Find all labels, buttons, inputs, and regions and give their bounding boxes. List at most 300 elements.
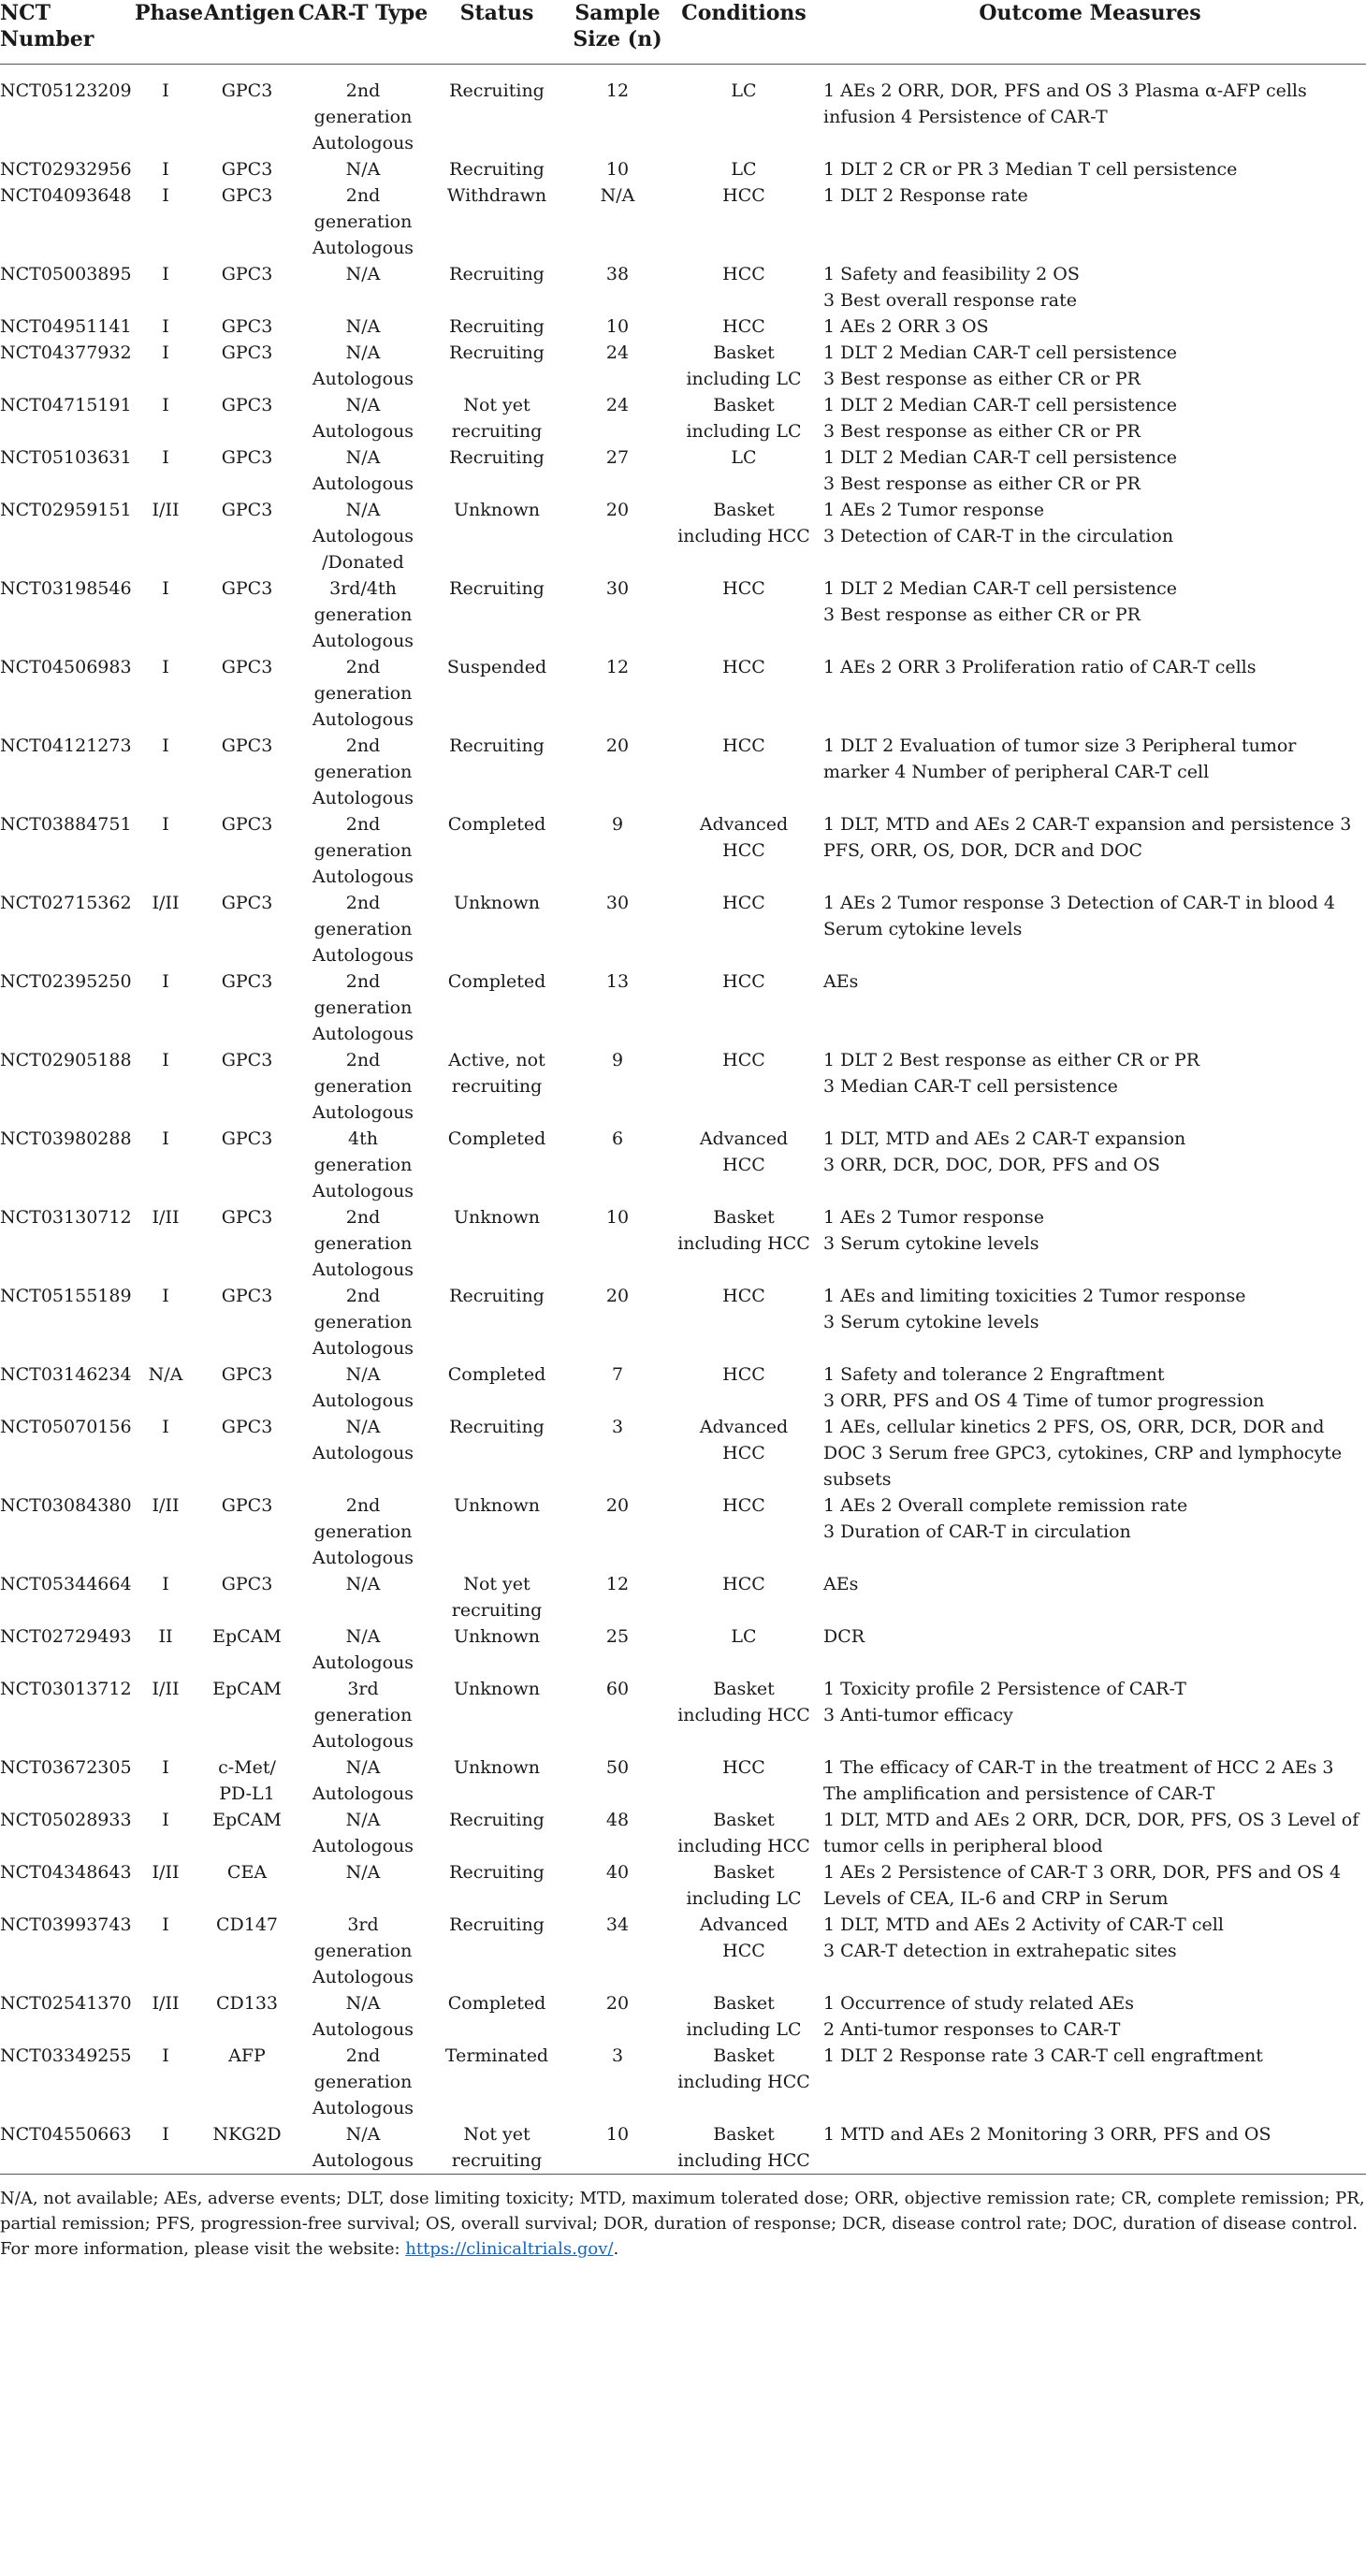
cell-antigen: GPC3 [221, 447, 273, 468]
cell-nct-number: NCT03013712 [0, 1679, 132, 1699]
cell-status: Unknown [454, 1679, 540, 1699]
table-row [0, 890, 1366, 968]
cell-cart-type: 2nd generation Autologous [312, 1207, 414, 1280]
cell-antigen: GPC3 [221, 264, 273, 284]
cell-conditions: Basket including HCC [677, 500, 810, 546]
cell-sample-size: 20 [605, 500, 630, 520]
cell-status: Recruiting [449, 264, 545, 284]
cell-outcome-measures: DCR [823, 1626, 865, 1647]
cell-outcome-measures: 1 DLT 2 Median CAR-T cell persistence 3 Best response as either CR or PR [823, 395, 1177, 442]
cell-sample-size: 48 [605, 1810, 630, 1830]
table-row [0, 1623, 1366, 1676]
cell-phase: I [162, 2045, 169, 2066]
header-nct-number: NCT Number [0, 0, 131, 65]
cell-sample-size: 50 [605, 1757, 630, 1778]
table-row [0, 65, 1366, 157]
cell-nct-number: NCT03146234 [0, 1364, 132, 1385]
cell-sample-size: 30 [605, 893, 630, 913]
table-row [0, 654, 1366, 733]
cell-nct-number: NCT05028933 [0, 1810, 132, 1830]
table-body [0, 65, 1366, 2175]
cell-cart-type: 2nd generation Autologous [312, 80, 414, 153]
header-phase: Phase [131, 0, 200, 65]
cell-status: Completed [447, 814, 546, 835]
cell-outcome-measures: 1 AEs 2 ORR 3 OS [823, 316, 989, 337]
cell-conditions: Basket including HCC [674, 2121, 814, 2175]
cell-outcome-measures: 1 The efficacy of CAR-T in the treatment of HCC 2 AEs 3 The amplification and persistence of CAR-T [823, 1757, 1334, 1804]
cell-conditions: Advanced HCC [699, 814, 789, 861]
cell-sample-size: 12 [605, 1574, 630, 1594]
cell-antigen: GPC3 [221, 185, 273, 206]
cell-sample-size: 25 [605, 1626, 630, 1647]
cell-conditions: HCC [722, 316, 765, 337]
cell-status: Recruiting [449, 316, 545, 337]
cell-phase: I [162, 80, 169, 101]
cell-nct-number: NCT02905188 [0, 1050, 132, 1070]
cell-status: Unknown [454, 1495, 540, 1516]
cell-sample-size: 60 [605, 1679, 630, 1699]
cell-antigen: AFP [228, 2045, 266, 2066]
table-row [0, 444, 1366, 497]
cell-antigen: GPC3 [221, 395, 273, 415]
cell-cart-type: N/A Autologous [312, 1757, 414, 1804]
cell-nct-number: NCT04348643 [0, 1862, 132, 1883]
cell-outcome-measures: 1 AEs 2 Tumor response 3 Detection of CAR-T in the circulation [823, 500, 1174, 546]
cell-cart-type: N/A Autologous [312, 1626, 414, 1673]
cell-sample-size: 34 [605, 1914, 630, 1935]
cell-phase: I/II [152, 893, 180, 913]
cell-antigen: GPC3 [221, 316, 273, 337]
cell-status: Recruiting [449, 1417, 545, 1437]
table-row [0, 1676, 1366, 1754]
cell-outcome-measures: 1 AEs 2 Persistence of CAR-T 3 ORR, DOR, PFS and OS 4 Levels of CEA, IL-6 and CRP in Serum [823, 1862, 1342, 1909]
cell-cart-type: N/A Autologous [312, 1364, 414, 1411]
cell-status: Unknown [454, 1626, 540, 1647]
cell-sample-size: 10 [561, 2121, 674, 2175]
cell-sample-size: 10 [605, 316, 630, 337]
cell-status: Recruiting [449, 1914, 545, 1935]
cell-outcome-measures: 1 DLT 2 Median CAR-T cell persistence 3 Best response as either CR or PR [823, 342, 1177, 389]
cell-outcome-measures: 1 DLT, MTD and AEs 2 CAR-T expansion 3 ORR, DCR, DOC, DOR, PFS and OS [823, 1128, 1186, 1175]
cell-status: Recruiting [449, 1286, 545, 1306]
cell-nct-number: NCT05103631 [0, 447, 132, 468]
cell-phase: I [162, 657, 169, 677]
cell-conditions: LC [731, 1626, 757, 1647]
cell-sample-size: 38 [605, 264, 630, 284]
cell-phase: I/II [152, 1495, 180, 1516]
cell-cart-type: N/A [345, 1574, 381, 1594]
cell-sample-size: 13 [605, 971, 630, 992]
cell-cart-type: 2nd generation Autologous [312, 1286, 414, 1359]
header-conditions: Conditions [674, 0, 814, 65]
table-row [0, 182, 1366, 261]
table-row [0, 1754, 1366, 1807]
cell-antigen: GPC3 [221, 971, 273, 992]
cell-outcome-measures: 1 DLT 2 CR or PR 3 Median T cell persistence [823, 159, 1238, 180]
cell-sample-size: 7 [611, 1364, 624, 1385]
cell-outcome-measures: 1 DLT 2 Best response as either CR or PR 3 Median CAR-T cell persistence [823, 1050, 1200, 1097]
footnote-end: . [613, 2239, 619, 2259]
table-row [0, 1414, 1366, 1492]
cell-status: Not yet recruiting [432, 2121, 561, 2175]
cell-cart-type: N/A Autologous [312, 342, 414, 389]
cell-cart-type: 3rd generation Autologous [312, 1914, 414, 1987]
cell-status: Recruiting [449, 1862, 545, 1883]
table-footnote [0, 2175, 1366, 2262]
table-row [0, 340, 1366, 392]
cell-outcome-measures: 1 Safety and feasibility 2 OS 3 Best overall response rate [823, 264, 1080, 311]
cell-status: Active, not recruiting [448, 1050, 545, 1097]
cell-phase: I/II [152, 1207, 180, 1228]
cell-phase: I [162, 159, 169, 180]
cell-antigen: EpCAM [212, 1626, 282, 1647]
cell-sample-size: 9 [611, 1050, 624, 1070]
table-row [0, 968, 1366, 1047]
table-row [0, 1492, 1366, 1571]
cell-status: Suspended [446, 657, 547, 677]
table-row [0, 2043, 1366, 2121]
cell-phase: I [162, 185, 169, 206]
table-row [0, 261, 1366, 313]
cell-conditions: HCC [722, 1495, 765, 1516]
cell-phase: I [162, 1574, 169, 1594]
cell-nct-number: NCT02395250 [0, 971, 132, 992]
table-row [0, 1859, 1366, 1912]
cell-antigen: c-Met/ PD-L1 [218, 1757, 276, 1804]
clinicaltrials-link[interactable]: https://clinicaltrials.gov/ [405, 2239, 614, 2259]
cell-phase: N/A [148, 1364, 183, 1385]
cell-nct-number: NCT05123209 [0, 80, 132, 101]
cell-cart-type: 2nd generation Autologous [312, 971, 414, 1044]
cell-sample-size: 27 [605, 447, 630, 468]
table-row [0, 1047, 1366, 1126]
cell-sample-size: 12 [605, 657, 630, 677]
cell-outcome-measures: 1 DLT 2 Response rate 3 CAR-T cell engraftment [823, 2045, 1263, 2066]
cell-outcome-measures: 1 Safety and tolerance 2 Engraftment 3 ORR, PFS and OS 4 Time of tumor progression [823, 1364, 1265, 1411]
cell-conditions: HCC [722, 657, 765, 677]
cell-status: Completed [447, 1993, 546, 2014]
cell-nct-number: NCT05344664 [0, 1574, 132, 1594]
cell-status: Unknown [454, 1207, 540, 1228]
cell-phase: I [162, 735, 169, 756]
cell-cart-type: N/A [345, 264, 381, 284]
cell-conditions: HCC [722, 264, 765, 284]
cell-cart-type: 2nd generation Autologous [312, 1050, 414, 1123]
cell-phase: I [162, 342, 169, 363]
cell-antigen: GPC3 [221, 1417, 273, 1437]
cell-outcome-measures: 1 Toxicity profile 2 Persistence of CAR-T 3 Anti-tumor efficacy [823, 1679, 1186, 1725]
cell-outcome-measures: 1 DLT, MTD and AEs 2 CAR-T expansion and persistence 3 PFS, ORR, OS, DOR, DCR and DOC [823, 814, 1352, 861]
header-sample-size: Sample Size (n) [561, 0, 674, 65]
cell-phase: I [162, 395, 169, 415]
cell-nct-number: NCT05070156 [0, 1417, 132, 1437]
cell-antigen: GPC3 [221, 1574, 273, 1594]
cell-cart-type: 2nd generation Autologous [312, 735, 414, 808]
cell-outcome-measures: 1 AEs 2 ORR, DOR, PFS and OS 3 Plasma α-AFP cells infusion 4 Persistence of CAR-T [823, 80, 1307, 127]
cell-conditions: Basket including LC [686, 395, 802, 442]
cell-conditions: Basket including LC [686, 1862, 802, 1909]
cell-nct-number: NCT03084380 [0, 1495, 132, 1516]
cell-sample-size: 30 [605, 578, 630, 599]
cell-antigen: GPC3 [221, 1128, 273, 1149]
cell-phase: I [162, 814, 169, 835]
cell-outcome-measures: 1 AEs 2 ORR 3 Proliferation ratio of CAR-T cells [823, 657, 1257, 677]
cell-conditions: HCC [722, 578, 765, 599]
table-row [0, 156, 1366, 182]
table-row [0, 2121, 1366, 2175]
cell-phase: I [162, 1286, 169, 1306]
cell-cart-type: N/A [345, 159, 381, 180]
cell-conditions: Advanced HCC [699, 1417, 789, 1463]
cell-phase: I [131, 2121, 200, 2175]
table-row [0, 1283, 1366, 1361]
cell-sample-size: 24 [605, 342, 630, 363]
cell-phase: I [162, 264, 169, 284]
cell-status: Recruiting [449, 80, 545, 101]
cell-cart-type: 2nd generation Autologous [312, 1495, 414, 1568]
cell-sample-size: 6 [611, 1128, 624, 1149]
table-row [0, 1571, 1366, 1623]
cell-status: Unknown [454, 500, 540, 520]
cell-conditions: Basket including LC [686, 1993, 802, 2040]
cell-nct-number: NCT03993743 [0, 1914, 132, 1935]
cell-status: Completed [447, 1364, 546, 1385]
cell-cart-type: N/A Autologous [312, 1993, 414, 2040]
cell-phase: I [162, 578, 169, 599]
cell-nct-number: NCT05155189 [0, 1286, 132, 1306]
cell-phase: I [162, 1810, 169, 1830]
cell-conditions: HCC [722, 1364, 765, 1385]
cell-status: Completed [447, 1128, 546, 1149]
cell-phase: I/II [152, 1862, 180, 1883]
cell-outcome-measures: 1 AEs, cellular kinetics 2 PFS, OS, ORR, DCR, DOR and DOC 3 Serum free GPC3, cytokines, CRP and lymphocyte subsets [823, 1417, 1343, 1490]
cell-cart-type: N/A [345, 1862, 381, 1883]
cell-antigen: GPC3 [221, 893, 273, 913]
cell-antigen: CEA [226, 1862, 268, 1883]
cell-conditions: Basket including HCC [677, 1810, 810, 1856]
cell-outcome-measures: 1 AEs 2 Overall complete remission rate 3 Duration of CAR-T in circulation [823, 1495, 1188, 1542]
cell-conditions: Basket including HCC [677, 1207, 810, 1254]
cell-outcome-measures: 1 DLT 2 Evaluation of tumor size 3 Peripheral tumor marker 4 Number of peripheral CAR-T cell [823, 735, 1297, 782]
table-row [0, 1807, 1366, 1859]
cell-antigen: EpCAM [212, 1810, 282, 1830]
cell-sample-size: N/A [600, 185, 635, 206]
cell-nct-number: NCT04715191 [0, 395, 132, 415]
cell-cart-type: N/A Autologous /Donated [312, 500, 414, 573]
cell-conditions: LC [731, 80, 757, 101]
cell-antigen: GPC3 [221, 1495, 273, 1516]
cell-cart-type: N/A Autologous [294, 2121, 432, 2175]
cell-status: Not yet recruiting [451, 395, 543, 442]
cell-status: Unknown [454, 893, 540, 913]
cell-nct-number: NCT03884751 [0, 814, 132, 835]
header-outcome-measures: Outcome Measures [814, 0, 1366, 65]
cell-antigen: CD133 [215, 1993, 279, 2014]
table-row [0, 1204, 1366, 1283]
cell-sample-size: 3 [611, 2045, 624, 2066]
cell-nct-number: NCT04550663 [0, 2121, 131, 2175]
cell-outcome-measures: 1 AEs 2 Tumor response 3 Serum cytokine levels [823, 1207, 1045, 1254]
cell-outcome-measures: AEs [823, 971, 859, 992]
cell-conditions: Basket including LC [686, 342, 802, 389]
cell-antigen: GPC3 [221, 1050, 273, 1070]
cell-outcome-measures: 1 DLT 2 Response rate [823, 185, 1028, 206]
cell-antigen: GPC3 [221, 159, 273, 180]
cell-conditions: HCC [722, 971, 765, 992]
table-row [0, 733, 1366, 811]
cell-conditions: HCC [722, 893, 765, 913]
cell-sample-size: 20 [605, 1993, 630, 2014]
cell-conditions: HCC [722, 735, 765, 756]
cell-antigen: GPC3 [221, 342, 273, 363]
cell-outcome-measures: AEs [823, 1574, 859, 1594]
cell-conditions: HCC [722, 1050, 765, 1070]
cell-antigen: GPC3 [221, 578, 273, 599]
cell-phase: I [162, 1757, 169, 1778]
table-row [0, 313, 1366, 340]
table-row [0, 575, 1366, 654]
cell-cart-type: 2nd generation Autologous [312, 185, 414, 258]
cell-nct-number: NCT02715362 [0, 893, 132, 913]
cell-status: Recruiting [449, 447, 545, 468]
cell-sample-size: 20 [605, 1495, 630, 1516]
cell-antigen: EpCAM [212, 1679, 282, 1699]
cell-outcome-measures: 1 DLT, MTD and AEs 2 Activity of CAR-T cell 3 CAR-T detection in extrahepatic sites [823, 1914, 1224, 1961]
cell-sample-size: 20 [605, 735, 630, 756]
cell-phase: II [158, 1626, 173, 1647]
cell-outcome-measures: 1 DLT 2 Median CAR-T cell persistence 3 Best response as either CR or PR [823, 578, 1177, 625]
cell-status: Completed [447, 971, 546, 992]
cell-cart-type: 2nd generation Autologous [312, 814, 414, 887]
cell-cart-type: 4th generation Autologous [312, 1128, 414, 1201]
cell-status: Recruiting [449, 735, 545, 756]
cell-sample-size: 10 [605, 159, 630, 180]
cell-cart-type: N/A Autologous [312, 1417, 414, 1463]
cell-antigen: NKG2D [200, 2121, 294, 2175]
cell-cart-type: 3rd/4th generation Autologous [312, 578, 414, 651]
table-row [0, 392, 1366, 444]
table-row [0, 811, 1366, 890]
cell-conditions: LC [731, 447, 757, 468]
cell-nct-number: NCT04951141 [0, 316, 132, 337]
cell-outcome-measures: 1 AEs and limiting toxicities 2 Tumor response 3 Serum cytokine levels [823, 1286, 1246, 1332]
table-row [0, 1361, 1366, 1414]
cell-sample-size: 24 [605, 395, 630, 415]
table-row [0, 1126, 1366, 1204]
cell-phase: I/II [152, 1679, 180, 1699]
cell-phase: I [162, 316, 169, 337]
cell-status: Recruiting [449, 578, 545, 599]
cell-outcome-measures: 1 MTD and AEs 2 Monitoring 3 ORR, PFS and OS [814, 2121, 1366, 2175]
cell-cart-type: N/A Autologous [312, 1810, 414, 1856]
cell-phase: I [162, 1050, 169, 1070]
footnote-text: N/A, not available; AEs, adverse events; DLT, dose limiting toxicity; MTD, maximum tolerated dose; ORR, objective remission rate; CR, complete remission; PR, partial remission; PFS, progression-free survival; OS, overall survival; DOR, duration of response; DCR, disease control rate; DOC, duration of disease control. For more information, please visit the website: [0, 2189, 1365, 2259]
cell-cart-type: 2nd generation Autologous [312, 893, 414, 966]
cell-phase: I [162, 447, 169, 468]
cell-nct-number: NCT03980288 [0, 1128, 132, 1149]
cell-cart-type: 2nd generation Autologous [312, 657, 414, 730]
cell-antigen: GPC3 [221, 80, 273, 101]
cell-nct-number: NCT04506983 [0, 657, 132, 677]
table-row [0, 497, 1366, 575]
cell-nct-number: NCT04093648 [0, 185, 132, 206]
cell-nct-number: NCT04377932 [0, 342, 132, 363]
cell-status: Terminated [444, 2045, 549, 2066]
cell-cart-type: N/A Autologous [312, 395, 414, 442]
cell-nct-number: NCT02932956 [0, 159, 132, 180]
cell-antigen: GPC3 [221, 500, 273, 520]
cell-status: Not yet recruiting [451, 1574, 543, 1621]
cell-conditions: Basket including HCC [677, 2045, 810, 2092]
cell-status: Recruiting [449, 342, 545, 363]
cell-sample-size: 10 [605, 1207, 630, 1228]
cell-phase: I/II [152, 500, 180, 520]
cell-outcome-measures: 1 DLT, MTD and AEs 2 ORR, DCR, DOR, PFS, OS 3 Level of tumor cells in peripheral blood [823, 1810, 1359, 1856]
cell-sample-size: 3 [611, 1417, 624, 1437]
cell-sample-size: 20 [605, 1286, 630, 1306]
cell-antigen: GPC3 [221, 1286, 273, 1306]
cell-status: Unknown [454, 1757, 540, 1778]
cell-phase: I [162, 1417, 169, 1437]
cell-nct-number: NCT02541370 [0, 1993, 132, 2014]
table-row [0, 1912, 1366, 1990]
cell-conditions: HCC [722, 185, 765, 206]
cell-sample-size: 40 [605, 1862, 630, 1883]
cell-antigen: GPC3 [221, 1207, 273, 1228]
cell-status: Recruiting [449, 1810, 545, 1830]
cell-antigen: CD147 [215, 1914, 279, 1935]
cell-phase: I [162, 1128, 169, 1149]
cell-cart-type: N/A [345, 316, 381, 337]
cell-antigen: GPC3 [221, 735, 273, 756]
cell-nct-number: NCT03198546 [0, 578, 132, 599]
cell-conditions: HCC [722, 1574, 765, 1594]
cell-nct-number: NCT03349255 [0, 2045, 132, 2066]
cell-nct-number: NCT04121273 [0, 735, 132, 756]
cell-nct-number: NCT02729493 [0, 1626, 132, 1647]
header-status: Status [432, 0, 561, 65]
cell-antigen: GPC3 [221, 814, 273, 835]
cell-antigen: GPC3 [221, 1364, 273, 1385]
cell-outcome-measures: 1 DLT 2 Median CAR-T cell persistence 3 Best response as either CR or PR [823, 447, 1177, 494]
cell-cart-type: N/A Autologous [312, 447, 414, 494]
cell-cart-type: 3rd generation Autologous [312, 1679, 414, 1752]
cell-conditions: Basket including HCC [677, 1679, 810, 1725]
cell-status: Recruiting [449, 159, 545, 180]
header-row [0, 0, 1366, 65]
cell-outcome-measures: 1 Occurrence of study related AEs 2 Anti-tumor responses to CAR-T [823, 1993, 1135, 2040]
table-row [0, 1990, 1366, 2043]
cell-conditions: LC [731, 159, 757, 180]
cell-conditions: HCC [722, 1757, 765, 1778]
cell-sample-size: 9 [611, 814, 624, 835]
cell-nct-number: NCT03672305 [0, 1757, 132, 1778]
cell-conditions: Advanced HCC [699, 1128, 789, 1175]
cell-antigen: GPC3 [221, 657, 273, 677]
cell-conditions: Advanced HCC [699, 1914, 789, 1961]
cell-sample-size: 12 [605, 80, 630, 101]
cell-outcome-measures: 1 AEs 2 Tumor response 3 Detection of CAR-T in blood 4 Serum cytokine levels [823, 893, 1335, 939]
header-antigen: Antigen [200, 0, 294, 65]
cell-nct-number: NCT02959151 [0, 500, 132, 520]
cell-nct-number: NCT05003895 [0, 264, 132, 284]
cell-phase: I [162, 1914, 169, 1935]
cell-nct-number: NCT03130712 [0, 1207, 132, 1228]
cell-cart-type: 2nd generation Autologous [312, 2045, 414, 2118]
cell-conditions: HCC [722, 1286, 765, 1306]
cell-phase: I [162, 971, 169, 992]
header-cart-type: CAR-T Type [294, 0, 432, 65]
